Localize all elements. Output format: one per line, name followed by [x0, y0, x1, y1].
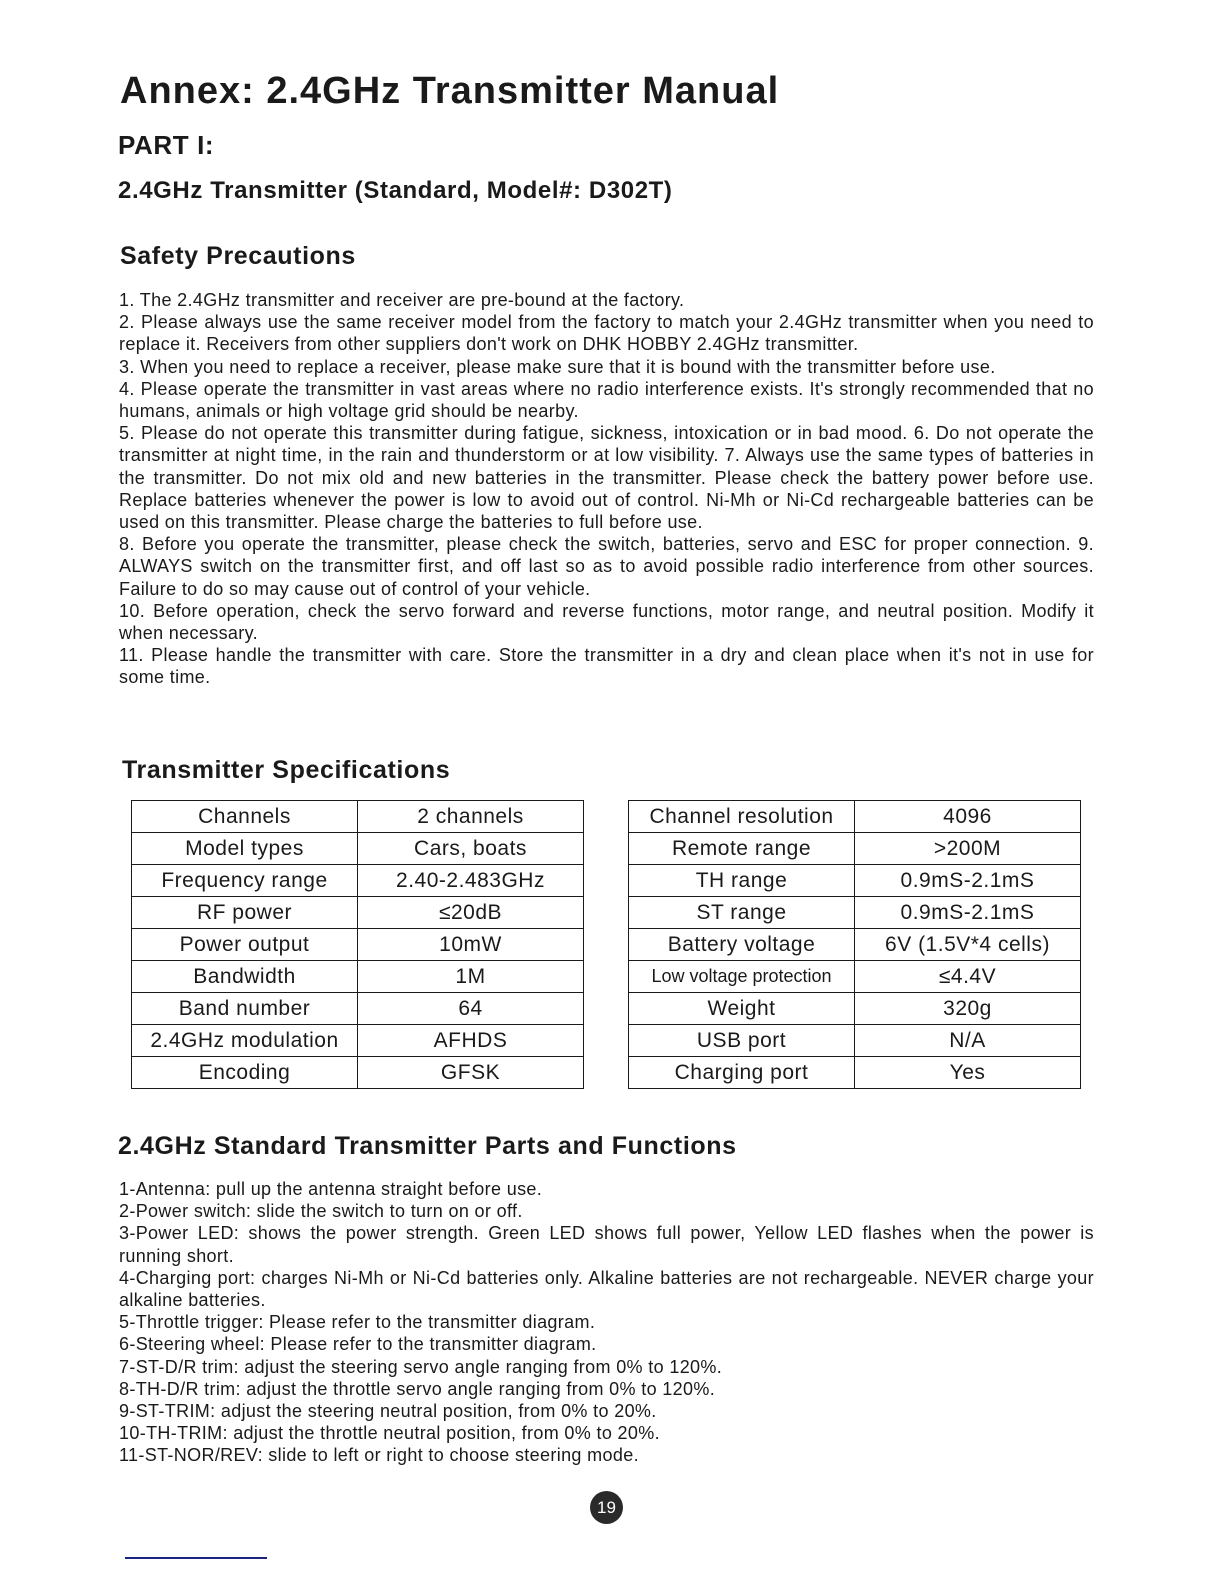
safety-list: [119, 289, 1094, 689]
spec-label: USB port: [629, 1025, 855, 1057]
spec-value: 320g: [855, 993, 1081, 1025]
spec-row: [629, 897, 1081, 929]
spec-label: Power output: [132, 929, 358, 961]
spec-value: N/A: [855, 1025, 1081, 1057]
list-item: 1. The 2.4GHz transmitter and receiver are pre-bound at the factory.: [119, 290, 685, 310]
spec-row: [629, 993, 1081, 1025]
spec-row: [132, 1057, 584, 1089]
specs-heading: Transmitter Specifications: [122, 756, 451, 784]
list-item: 3. When you need to replace a receiver, please make sure that it is bound with the transmitter before use.: [119, 356, 996, 377]
list-item: 2-Power switch: slide the switch to turn on or off.: [119, 1201, 523, 1222]
spec-label: Weight: [629, 993, 855, 1025]
list-item: 4-Charging port: charges Ni-Mh or Ni-Cd batteries only. Alkaline batteries are not rechargeable. NEVER charge your alkaline batteries.: [119, 1267, 1094, 1311]
spec-row: [132, 929, 584, 961]
parts-heading: 2.4GHz Standard Transmitter Parts and Functions: [118, 1132, 737, 1160]
spec-row: [629, 1025, 1081, 1057]
list-item: 11. Please handle the transmitter with care. Store the transmitter in a dry and clean place when it's not in use for some time.: [119, 645, 1094, 688]
spec-row: [132, 961, 584, 993]
spec-label: Low voltage protection: [629, 961, 855, 993]
list-item: 3-Power LED: shows the power strength. Green LED shows full power, Yellow LED flashes when the power is running short.: [119, 1223, 1094, 1266]
spec-value: 2.40-2.483GHz: [358, 865, 584, 897]
spec-label: 2.4GHz modulation: [132, 1025, 358, 1057]
subtitle: 2.4GHz Transmitter (Standard, Model#: D302T): [118, 177, 673, 204]
parts-list: [119, 1178, 1094, 1467]
spec-label: TH range: [629, 865, 855, 897]
spec-value: GFSK: [358, 1057, 584, 1089]
list-item: 6-Steering wheel: Please refer to the transmitter diagram.: [119, 1334, 597, 1355]
spec-value: Cars, boats: [358, 833, 584, 865]
spec-value: 0.9mS-2.1mS: [855, 865, 1081, 897]
list-item: 4. Please operate the transmitter in vast areas where no radio interference exists. It's strongly recommended that no humans, animals or high voltage grid should be nearby.: [119, 378, 1094, 422]
spec-value: 0.9mS-2.1mS: [855, 897, 1081, 929]
spec-label: Remote range: [629, 833, 855, 865]
page-title: Annex: 2.4GHz Transmitter Manual: [120, 70, 780, 112]
specs-table-left: [131, 800, 584, 1089]
list-item: 11-ST-NOR/REV: slide to left or right to choose steering mode.: [119, 1445, 639, 1466]
footer-divider: [125, 1557, 267, 1559]
list-item: 7-ST-D/R trim: adjust the steering servo angle ranging from 0% to 120%.: [119, 1356, 723, 1377]
list-item: 5. Please do not operate this transmitter during fatigue, sickness, intoxication or in bad mood. 6. Do not operate the transmitter at night time, in the rain and thunderstorm or at low visibility. 7. Always use the same types of batteries in the transmitter. Do not mix old and new batteries in the transmitter. Please check the battery power before use. Replace batteries whenever the power is low to avoid out of control. Ni-Mh or Ni-Cd rechargeable batteries can be used on this transmitter. Please charge the batteries to full before use.: [119, 423, 1094, 533]
spec-value: AFHDS: [358, 1025, 584, 1057]
spec-row: [132, 897, 584, 929]
spec-label: Band number: [132, 993, 358, 1025]
spec-label: Encoding: [132, 1057, 358, 1089]
spec-value: ≤4.4V: [855, 961, 1081, 993]
safety-heading: Safety Precautions: [120, 242, 356, 270]
spec-row: [132, 801, 584, 833]
spec-label: Channels: [132, 801, 358, 833]
list-item: 8-TH-D/R trim: adjust the throttle servo angle ranging from 0% to 120%.: [119, 1378, 716, 1399]
spec-row: [629, 1057, 1081, 1089]
spec-value: 6V (1.5V*4 cells): [855, 929, 1081, 961]
spec-row: [629, 833, 1081, 865]
spec-row: [629, 801, 1081, 833]
list-item: 10. Before operation, check the servo forward and reverse functions, motor range, and neutral position. Modify it when necessary.: [119, 600, 1094, 644]
list-item: 1-Antenna: pull up the antenna straight before use.: [119, 1179, 543, 1199]
spec-row: [629, 929, 1081, 961]
page-number: 19: [590, 1491, 623, 1524]
spec-value: 2 channels: [358, 801, 584, 833]
list-item: 10-TH-TRIM: adjust the throttle neutral position, from 0% to 20%.: [119, 1423, 660, 1444]
list-item: 9-ST-TRIM: adjust the steering neutral position, from 0% to 20%.: [119, 1401, 657, 1422]
list-item: 8. Before you operate the transmitter, please check the switch, batteries, servo and ESC for proper connection. 9. ALWAYS switch on the transmitter first, and off last so as to avoid possible radio interference from other sources. Failure to do so may cause out of control of your vehicle.: [119, 534, 1094, 599]
spec-label: Channel resolution: [629, 801, 855, 833]
spec-row: [132, 993, 584, 1025]
spec-row: [629, 865, 1081, 897]
spec-row: [132, 833, 584, 865]
spec-label: ST range: [629, 897, 855, 929]
spec-label: Bandwidth: [132, 961, 358, 993]
spec-value: 64: [358, 993, 584, 1025]
spec-row: [629, 961, 1081, 993]
spec-value: ≤20dB: [358, 897, 584, 929]
spec-label: RF power: [132, 897, 358, 929]
part-heading: PART I:: [118, 130, 215, 160]
list-item: 5-Throttle trigger: Please refer to the transmitter diagram.: [119, 1312, 596, 1333]
spec-label: Battery voltage: [629, 929, 855, 961]
spec-label: Frequency range: [132, 865, 358, 897]
spec-value: 10mW: [358, 929, 584, 961]
spec-value: 1M: [358, 961, 584, 993]
spec-value: Yes: [855, 1057, 1081, 1089]
spec-value: >200M: [855, 833, 1081, 865]
spec-row: [132, 1025, 584, 1057]
spec-row: [132, 865, 584, 897]
specs-table-right: [628, 800, 1081, 1089]
list-item: 2. Please always use the same receiver model from the factory to match your 2.4GHz transmitter when you need to replace it. Receivers from other suppliers don't work on DHK HOBBY 2.4GHz transmitter.: [119, 312, 1094, 355]
spec-label: Model types: [132, 833, 358, 865]
spec-label: Charging port: [629, 1057, 855, 1089]
spec-value: 4096: [855, 801, 1081, 833]
